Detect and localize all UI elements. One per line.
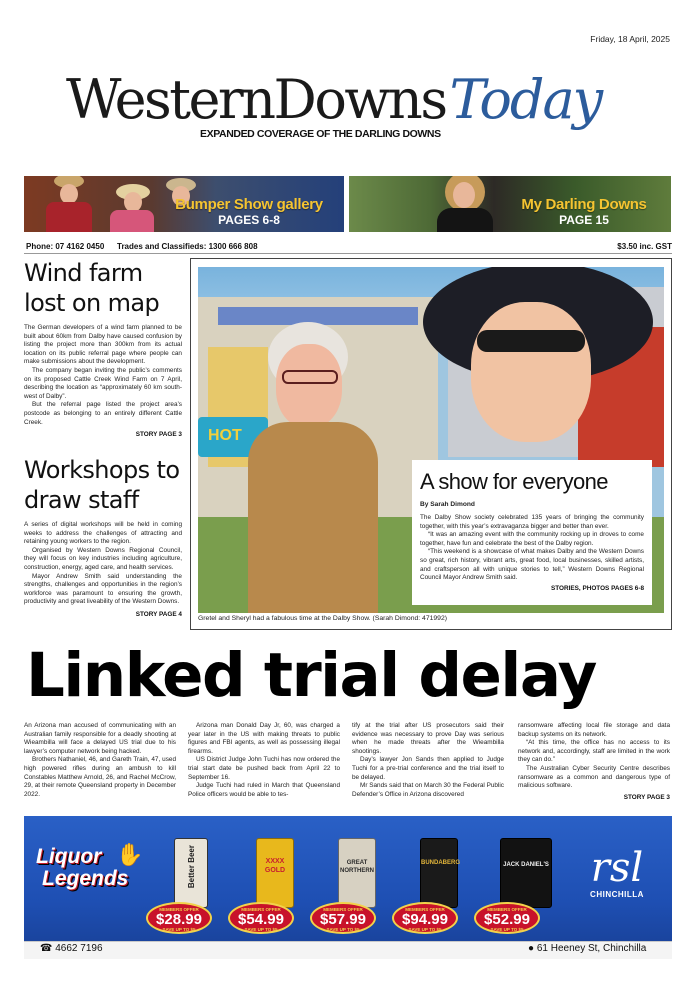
price-badge <box>474 902 540 934</box>
promo-my-darling-downs[interactable] <box>349 176 671 232</box>
story-continued-link[interactable]: STORY PAGE 3 <box>135 431 182 439</box>
save-label: SAVE UP TO $5 <box>326 927 360 932</box>
trades-classifieds: Trades and Classifieds: 1300 666 808 <box>117 242 258 251</box>
promo-show-gallery[interactable] <box>24 176 344 232</box>
paragraph: Arizona man Donald Day Jr, 60, was charged a year later in the US with making threats to public figures and FBI agents, as well as possessing illegal firearms. <box>188 722 340 755</box>
liquor-legends-advert[interactable] <box>24 816 672 959</box>
paragraph: Mayor Andrew Smith said understanding the strengths, challenges and opportunities in the region’s workforce was paramount to ensuring the growth, productivity and great liveability of the Western Downs. <box>24 572 182 606</box>
issue-date: Friday, 18 April, 2025 <box>590 34 670 44</box>
feature-byline: By Sarah Dimond <box>420 501 475 508</box>
advert-address-text: 61 Heeney St, Chinchilla <box>536 943 647 954</box>
header-divider <box>24 253 672 254</box>
paragraph: A series of digital workshops will be held in coming weeks to address the challenges of attracting and retaining young workers to the region. <box>24 521 182 546</box>
feature-story-box <box>412 460 652 605</box>
person-left <box>238 322 388 613</box>
price-badge <box>310 902 376 934</box>
paragraph: The Australian Cyber Security Centre describes ransomware as a common and dangerous type of malicious software. <box>518 764 670 790</box>
paragraph: Mr Sands said that on March 30 the Federal Public Defender’s Office in Arizona discovered <box>352 782 504 798</box>
lead-column-4 <box>518 722 670 802</box>
paragraph: “At this time, the office has no access to its network and, accordingly, staff are limited in the work they can do.” <box>518 739 670 764</box>
product-label: Better Beer <box>186 845 196 889</box>
paragraph: But the referral page listed the project area’s postcode as belonging to an entirely different Cattle Creek. <box>24 401 182 426</box>
promo-photo-portrait <box>419 176 509 232</box>
lead-headline[interactable]: Linked trial delay <box>26 640 596 711</box>
offer-label: MEMBERS OFFER <box>405 907 445 912</box>
offer-label: MEMBERS OFFER <box>241 907 281 912</box>
price: $94.99 <box>402 911 448 928</box>
price-badge <box>228 902 294 934</box>
price-badge <box>146 902 212 934</box>
promo-photo-figures <box>24 176 174 232</box>
lead-column-3 <box>352 722 504 799</box>
story-continued-link[interactable]: STORY PAGE 4 <box>135 610 182 618</box>
phone-icon: ☎ <box>40 943 53 954</box>
product-label: BUNDABERG <box>421 860 460 866</box>
product-label: GREAT NORTHERN <box>340 860 374 874</box>
location-pin-icon: ● <box>528 943 535 954</box>
product-jack-daniels[interactable] <box>500 838 552 908</box>
product-great-northern[interactable] <box>338 838 376 908</box>
paragraph: The Dalby Show society celebrated 135 years of bringing the community together, with this year’s extravaganza bigger and better than ever. <box>420 514 644 530</box>
offer-label: MEMBERS OFFER <box>487 907 527 912</box>
product-bundaberg[interactable] <box>420 838 458 908</box>
paragraph: “It was an amazing event with the community rocking up in droves to come together, have fun and celebrate the best of the Dalby region. <box>420 531 644 547</box>
promo-pages: PAGES 6-8 <box>218 213 280 227</box>
advert-phone-number: 4662 7196 <box>55 943 103 954</box>
product-label: JACK DANIEL'S <box>503 862 549 868</box>
masthead-title-part-b: Today <box>449 68 602 131</box>
save-label: SAVE UP TO $5 <box>408 927 442 932</box>
logo-word-2: Legends <box>42 867 129 890</box>
price: $28.99 <box>156 911 202 928</box>
booth-sign: HOT <box>208 427 242 444</box>
price: $54.99 <box>238 911 284 928</box>
promo-title: Bumper Show gallery <box>175 196 323 213</box>
rsl-club-name: CHINCHILLA <box>590 890 644 899</box>
advert-address[interactable] <box>528 943 646 954</box>
price: $52.99 <box>484 911 530 928</box>
paragraph: Day’s lawyer Jon Sands then applied to Judge Tuchi for a pre-trial conference and the trial itself to be delayed. <box>352 756 504 781</box>
contact-phone: Phone: 07 4162 0450 <box>26 242 105 251</box>
feature-body <box>420 514 644 583</box>
person-right <box>413 267 664 462</box>
logo-word-1: Liquor <box>36 845 102 868</box>
story-wind-farm <box>24 258 182 438</box>
paragraph: The company began inviting the public’s comments on its proposed Cattle Creek Wind Farm on 7 April, describing the location as “approximately 60 km south-west of Dalby”. <box>24 366 182 400</box>
story-headline[interactable]: Workshops to draw staff <box>24 456 180 514</box>
cover-price: $3.50 inc. GST <box>617 242 672 251</box>
masthead-tagline: EXPANDED COVERAGE OF THE DARLING DOWNS <box>200 128 441 140</box>
paragraph: Organised by Western Downs Regional Council, they will focus on key industries including agriculture, construction, energy, aged care, and health services. <box>24 546 182 571</box>
lead-column-1 <box>24 722 176 799</box>
rsl-wordmark: rsl <box>590 845 644 891</box>
offer-label: MEMBERS OFFER <box>159 907 199 912</box>
masthead-title[interactable] <box>66 68 666 131</box>
lead-continued-link[interactable]: STORY PAGE 3 <box>623 793 670 801</box>
offer-label: MEMBERS OFFER <box>323 907 363 912</box>
story-workshops <box>24 455 182 618</box>
thumbs-up-icon: ✋ <box>116 842 144 867</box>
paragraph: “This weekend is a showcase of what makes Dalby and the Western Downs so great, rich history, vibrant arts, great food, local businesses, skilled artists, and craftsperson all with unique stories to tell,” Western Downs Regional Council Mayor Andrew Smith said. <box>420 548 644 582</box>
paragraph: ransomware affecting local file storage and data backup systems on its network. <box>518 722 670 738</box>
product-label: XXXX GOLD <box>264 858 286 874</box>
product-better-beer[interactable] <box>174 838 208 908</box>
paragraph: Brothers Nathaniel, 46, and Gareth Train, 47, used high powered rifles during an ambush to kill Constables Matthew Arnold, 26, and Rachel McCrow, 29, at their remote Queensland property in December 2022. <box>24 756 176 798</box>
price: $57.99 <box>320 911 366 928</box>
paragraph: tify at the trial after US prosecutors said their evidence was necessary to prove Day was serious when he made threats after the Wieambilla shootings. <box>352 722 504 755</box>
masthead-title-part-a: WesternDowns <box>66 68 446 131</box>
product-xxxx-gold[interactable] <box>256 838 294 908</box>
paragraph: US District Judge John Tuchi has now ordered the trial start date be pushed back from April 22 to September 16. <box>188 756 340 781</box>
save-label: SAVE UP TO $5 <box>162 927 196 932</box>
advert-phone[interactable] <box>40 943 103 954</box>
feature-headline[interactable]: A show for everyone <box>420 469 608 494</box>
story-headline[interactable]: Wind farm lost on map <box>24 259 160 317</box>
feature-continued-link[interactable]: STORIES, PHOTOS PAGES 6-8 <box>550 584 644 592</box>
save-label: SAVE UP TO $5 <box>244 927 278 932</box>
paragraph: Judge Tuchi had ruled in March that Queensland Police officers would be able to tes- <box>188 782 340 798</box>
story-body <box>24 324 182 427</box>
photo-caption: Gretel and Sheryl had a fabulous time at the Dalby Show. (Sarah Dimond: 471992) <box>198 615 447 622</box>
save-label: SAVE UP TO $5 <box>490 927 524 932</box>
paragraph: The German developers of a wind farm planned to be built about 60km from Dalby have caused confusion by listing the project more than 300km from its actual location on its public referral page where people can make submissions about the development. <box>24 324 182 366</box>
promo-pages: PAGE 15 <box>559 213 609 227</box>
story-body <box>24 521 182 607</box>
promo-title: My Darling Downs <box>521 196 647 213</box>
rsl-chinchilla-logo <box>572 846 662 916</box>
paragraph: An Arizona man accused of communicating with an Australian family responsible for a deadly shooting at Wieambilla will face a delayed US trial due to his lawyer’s computer network being hacked. <box>24 722 176 755</box>
lead-column-2 <box>188 722 340 799</box>
price-badge <box>392 902 458 934</box>
